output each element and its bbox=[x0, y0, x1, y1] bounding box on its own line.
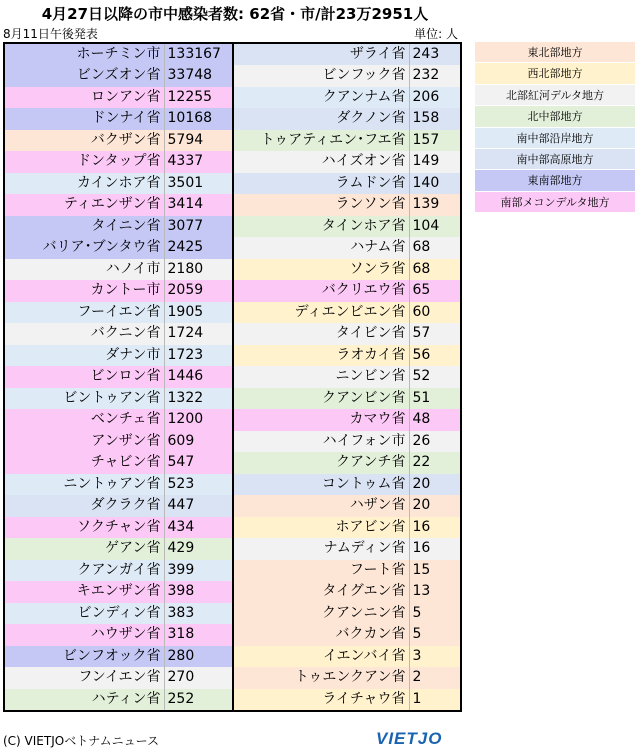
province-name: ソンラ省 bbox=[233, 259, 409, 281]
province-name: フーイエン省 bbox=[4, 302, 164, 324]
table-row bbox=[233, 560, 461, 582]
table-row bbox=[4, 65, 234, 87]
case-count: 243 bbox=[409, 43, 461, 65]
province-name: ニンビン省 bbox=[233, 366, 409, 388]
table-row bbox=[233, 495, 461, 517]
case-count: 609 bbox=[164, 431, 234, 453]
province-name: ビンフオック省 bbox=[4, 646, 164, 668]
case-count: 318 bbox=[164, 624, 234, 646]
table-row bbox=[4, 495, 234, 517]
province-name: ハイズオン省 bbox=[233, 151, 409, 173]
case-count: 1905 bbox=[164, 302, 234, 324]
case-count: 5 bbox=[409, 624, 461, 646]
case-count: 12255 bbox=[164, 87, 234, 109]
case-count: 65 bbox=[409, 280, 461, 302]
province-name: ハノイ市 bbox=[4, 259, 164, 281]
province-name: ホーチミン市 bbox=[4, 43, 164, 65]
province-name: コントゥム省 bbox=[233, 474, 409, 496]
province-name: クアンナム省 bbox=[233, 87, 409, 109]
case-count: 56 bbox=[409, 345, 461, 367]
table-row bbox=[233, 259, 461, 281]
province-name: カマウ省 bbox=[233, 409, 409, 431]
province-name: イエンバイ省 bbox=[233, 646, 409, 668]
table-row bbox=[233, 194, 461, 216]
table-row bbox=[4, 517, 234, 539]
province-name: ドンナイ省 bbox=[4, 108, 164, 130]
province-name: ロンアン省 bbox=[4, 87, 164, 109]
table-row bbox=[233, 216, 461, 238]
province-name: チャビン省 bbox=[4, 452, 164, 474]
province-name: タイグエン省 bbox=[233, 581, 409, 603]
legend-item: 南中部沿岸地方 bbox=[475, 128, 635, 149]
table-row bbox=[4, 302, 234, 324]
table-row bbox=[233, 43, 461, 65]
table-row bbox=[4, 452, 234, 474]
table-row bbox=[4, 173, 234, 195]
announcement-date: 8月11日午後発表 bbox=[3, 27, 98, 41]
page-title: 4月27日以降の市中感染者数: 62省・市/計23万2951人 bbox=[41, 5, 429, 23]
case-count: 4337 bbox=[164, 151, 234, 173]
case-count: 33748 bbox=[164, 65, 234, 87]
cases-table-left bbox=[3, 42, 235, 712]
case-count: 1446 bbox=[164, 366, 234, 388]
province-name: ビンロン省 bbox=[4, 366, 164, 388]
table-row bbox=[4, 345, 234, 367]
province-name: タインホア省 bbox=[233, 216, 409, 238]
province-name: フンイエン省 bbox=[4, 667, 164, 689]
table-row bbox=[4, 151, 234, 173]
case-count: 3077 bbox=[164, 216, 234, 238]
case-count: 104 bbox=[409, 216, 461, 238]
case-count: 133167 bbox=[164, 43, 234, 65]
table-row bbox=[4, 474, 234, 496]
table-row bbox=[233, 624, 461, 646]
case-count: 16 bbox=[409, 517, 461, 539]
case-count: 139 bbox=[409, 194, 461, 216]
province-name: キエンザン省 bbox=[4, 581, 164, 603]
case-count: 3501 bbox=[164, 173, 234, 195]
region-legend bbox=[475, 42, 635, 213]
case-count: 158 bbox=[409, 108, 461, 130]
case-count: 523 bbox=[164, 474, 234, 496]
table-row bbox=[4, 194, 234, 216]
case-count: 206 bbox=[409, 87, 461, 109]
case-count: 2425 bbox=[164, 237, 234, 259]
province-name: ハティン省 bbox=[4, 689, 164, 711]
table-row bbox=[233, 151, 461, 173]
table-row bbox=[4, 603, 234, 625]
case-count: 157 bbox=[409, 130, 461, 152]
table-row bbox=[233, 130, 461, 152]
legend-item: 東北部地方 bbox=[475, 42, 635, 63]
table-row bbox=[233, 667, 461, 689]
case-count: 280 bbox=[164, 646, 234, 668]
case-count: 26 bbox=[409, 431, 461, 453]
table-row bbox=[233, 603, 461, 625]
table-row bbox=[4, 237, 234, 259]
copyright-footer: (C) VIETJOベトナムニュース bbox=[3, 734, 160, 748]
cases-table-right bbox=[232, 42, 462, 712]
table-row bbox=[4, 624, 234, 646]
province-name: ベンチェ省 bbox=[4, 409, 164, 431]
legend-item: 東南部地方 bbox=[475, 170, 635, 191]
table-row bbox=[4, 108, 234, 130]
province-name: ビンディン省 bbox=[4, 603, 164, 625]
case-count: 1322 bbox=[164, 388, 234, 410]
table-row bbox=[4, 581, 234, 603]
table-row bbox=[4, 280, 234, 302]
province-name: カントー市 bbox=[4, 280, 164, 302]
province-name: バクカン省 bbox=[233, 624, 409, 646]
case-count: 2059 bbox=[164, 280, 234, 302]
table-row bbox=[233, 65, 461, 87]
case-count: 270 bbox=[164, 667, 234, 689]
case-count: 16 bbox=[409, 538, 461, 560]
table-row bbox=[233, 323, 461, 345]
table-row bbox=[4, 689, 234, 711]
province-name: ハザン省 bbox=[233, 495, 409, 517]
case-count: 68 bbox=[409, 237, 461, 259]
legend-item: 南中部高原地方 bbox=[475, 149, 635, 170]
table-row bbox=[233, 431, 461, 453]
province-name: バリア･ブンタウ省 bbox=[4, 237, 164, 259]
case-count: 398 bbox=[164, 581, 234, 603]
province-name: バクリエウ省 bbox=[233, 280, 409, 302]
province-name: ティエンザン省 bbox=[4, 194, 164, 216]
table-row bbox=[4, 538, 234, 560]
table-row bbox=[4, 667, 234, 689]
table-row bbox=[4, 409, 234, 431]
case-count: 1200 bbox=[164, 409, 234, 431]
province-name: トゥアティエン･フエ省 bbox=[233, 130, 409, 152]
case-count: 57 bbox=[409, 323, 461, 345]
case-count: 15 bbox=[409, 560, 461, 582]
province-name: ビンズオン省 bbox=[4, 65, 164, 87]
province-name: ダクラク省 bbox=[4, 495, 164, 517]
province-name: ゲアン省 bbox=[4, 538, 164, 560]
province-name: ビンフック省 bbox=[233, 65, 409, 87]
province-name: ソクチャン省 bbox=[4, 517, 164, 539]
case-count: 20 bbox=[409, 495, 461, 517]
table-row bbox=[233, 237, 461, 259]
case-count: 5794 bbox=[164, 130, 234, 152]
case-count: 51 bbox=[409, 388, 461, 410]
province-name: ランソン省 bbox=[233, 194, 409, 216]
table-row bbox=[233, 173, 461, 195]
case-count: 68 bbox=[409, 259, 461, 281]
table-row bbox=[233, 345, 461, 367]
case-count: 252 bbox=[164, 689, 234, 711]
province-name: ダナン市 bbox=[4, 345, 164, 367]
case-count: 1723 bbox=[164, 345, 234, 367]
province-name: ラムドン省 bbox=[233, 173, 409, 195]
case-count: 22 bbox=[409, 452, 461, 474]
case-count: 447 bbox=[164, 495, 234, 517]
table-row bbox=[4, 216, 234, 238]
province-name: トゥエンクアン省 bbox=[233, 667, 409, 689]
table-row bbox=[4, 43, 234, 65]
case-count: 52 bbox=[409, 366, 461, 388]
table-row bbox=[233, 538, 461, 560]
case-count: 13 bbox=[409, 581, 461, 603]
legend-item: 北部紅河デルタ地方 bbox=[475, 85, 635, 106]
province-name: ラオカイ省 bbox=[233, 345, 409, 367]
table-row bbox=[233, 302, 461, 324]
table-row bbox=[233, 581, 461, 603]
legend-item: 南部メコンデルタ地方 bbox=[475, 192, 635, 213]
case-count: 140 bbox=[409, 173, 461, 195]
province-name: タイビン省 bbox=[233, 323, 409, 345]
province-name: カインホア省 bbox=[4, 173, 164, 195]
case-count: 3 bbox=[409, 646, 461, 668]
table-row bbox=[4, 130, 234, 152]
province-name: クアンニン省 bbox=[233, 603, 409, 625]
table-row bbox=[233, 452, 461, 474]
case-count: 3414 bbox=[164, 194, 234, 216]
province-name: クアンビン省 bbox=[233, 388, 409, 410]
province-name: ハウザン省 bbox=[4, 624, 164, 646]
case-count: 1 bbox=[409, 689, 461, 711]
province-name: ライチャウ省 bbox=[233, 689, 409, 711]
case-count: 2180 bbox=[164, 259, 234, 281]
legend-item: 北中部地方 bbox=[475, 106, 635, 127]
table-row bbox=[4, 366, 234, 388]
province-name: ザライ省 bbox=[233, 43, 409, 65]
province-name: ディエンビエン省 bbox=[233, 302, 409, 324]
province-name: クアンチ省 bbox=[233, 452, 409, 474]
province-name: タイニン省 bbox=[4, 216, 164, 238]
case-count: 399 bbox=[164, 560, 234, 582]
table-row bbox=[233, 388, 461, 410]
table-row bbox=[233, 87, 461, 109]
province-name: フート省 bbox=[233, 560, 409, 582]
province-name: ニントゥアン省 bbox=[4, 474, 164, 496]
table-row bbox=[4, 560, 234, 582]
table-row bbox=[233, 409, 461, 431]
province-name: ホアビン省 bbox=[233, 517, 409, 539]
case-count: 10168 bbox=[164, 108, 234, 130]
case-count: 48 bbox=[409, 409, 461, 431]
table-row bbox=[233, 366, 461, 388]
table-row bbox=[4, 259, 234, 281]
province-name: アンザン省 bbox=[4, 431, 164, 453]
province-name: ハナム省 bbox=[233, 237, 409, 259]
table-row bbox=[4, 431, 234, 453]
case-count: 232 bbox=[409, 65, 461, 87]
table-row bbox=[233, 517, 461, 539]
province-name: ドンタップ省 bbox=[4, 151, 164, 173]
case-count: 429 bbox=[164, 538, 234, 560]
table-row bbox=[4, 323, 234, 345]
unit-label: 単位: 人 bbox=[414, 27, 458, 41]
case-count: 60 bbox=[409, 302, 461, 324]
province-name: バクニン省 bbox=[4, 323, 164, 345]
case-count: 149 bbox=[409, 151, 461, 173]
table-row bbox=[4, 87, 234, 109]
table-row bbox=[233, 108, 461, 130]
province-name: ダクノン省 bbox=[233, 108, 409, 130]
province-name: クアンガイ省 bbox=[4, 560, 164, 582]
province-name: バクザン省 bbox=[4, 130, 164, 152]
vietjo-logo: VIETJO bbox=[376, 729, 443, 748]
case-count: 20 bbox=[409, 474, 461, 496]
case-count: 434 bbox=[164, 517, 234, 539]
table-row bbox=[233, 474, 461, 496]
case-count: 383 bbox=[164, 603, 234, 625]
case-count: 547 bbox=[164, 452, 234, 474]
case-count: 1724 bbox=[164, 323, 234, 345]
table-row bbox=[233, 646, 461, 668]
case-count: 2 bbox=[409, 667, 461, 689]
province-name: ナムディン省 bbox=[233, 538, 409, 560]
legend-item: 西北部地方 bbox=[475, 63, 635, 84]
province-name: ハイフォン市 bbox=[233, 431, 409, 453]
table-row bbox=[233, 280, 461, 302]
table-row bbox=[4, 646, 234, 668]
table-row bbox=[233, 689, 461, 711]
province-name: ビントゥアン省 bbox=[4, 388, 164, 410]
table-row bbox=[4, 388, 234, 410]
case-count: 5 bbox=[409, 603, 461, 625]
